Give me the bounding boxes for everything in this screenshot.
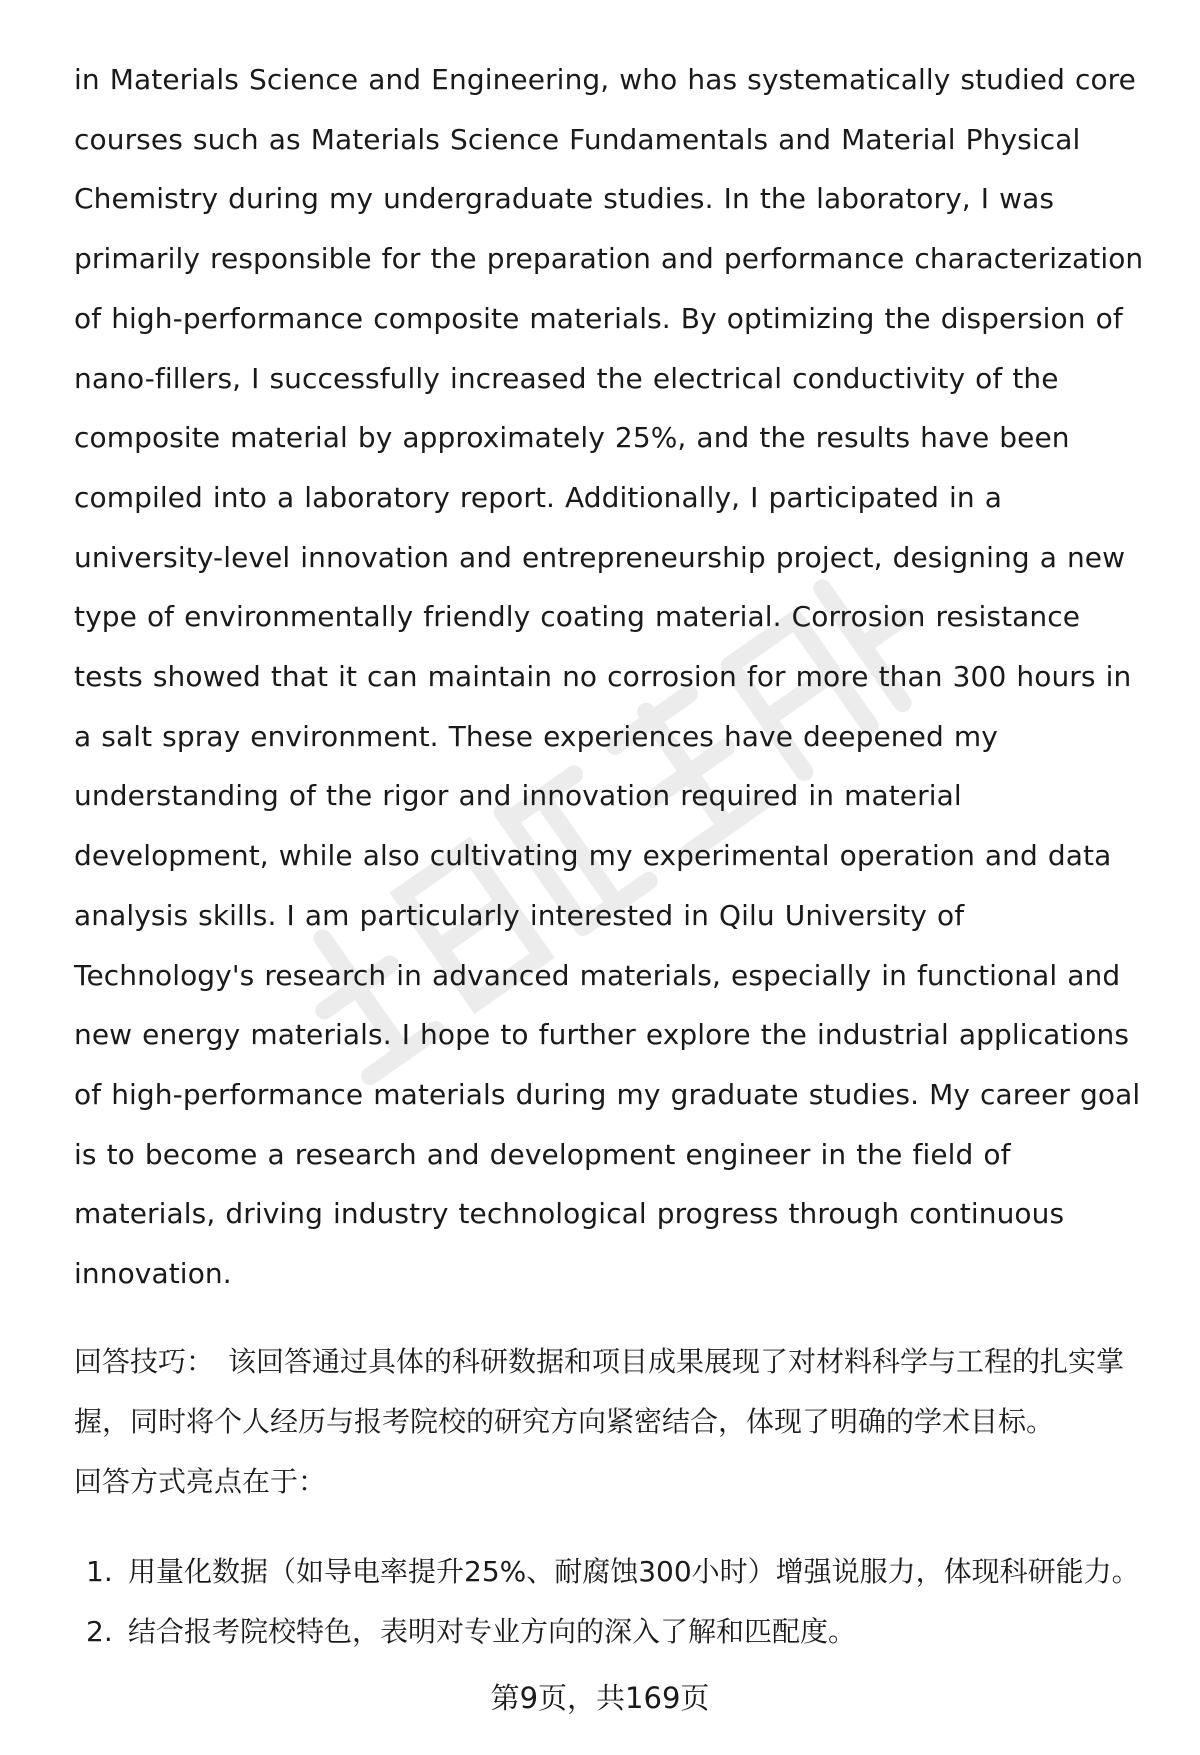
- answer-tips: [74, 1332, 1154, 1452]
- tips-text: 该回答通过具体的科研数据和项目成果展现了对材料科学与工程的扎实掌握，同时将个人经历与报考院校的研究方向紧密结合，体现了明确的学术目标。: [74, 1344, 1125, 1438]
- page-footer: [0, 1676, 1200, 1720]
- document-page: [74, 50, 1154, 1662]
- list-item-text: 结合报考院校特色，表明对专业方向的深入了解和匹配度。: [128, 1614, 857, 1648]
- list-item-text: 用量化数据（如导电率提升25%、耐腐蚀300小时）增强说服力，体现科研能力。: [128, 1554, 1140, 1588]
- list-item: [74, 1542, 1154, 1602]
- answer-paragraph: in Materials Science and Engineering, who has systematically studied core courses such as Materials Science Fundamentals and Material Physical Chemistry during my undergraduate studies. In the laboratory, I was primarily responsible for the preparation and performance characterization of high-performance composite materials. By optimizing the dispersion of nano-fillers, I successfully increased the electrical conductivity of the composite material by approximately 25%, and the results have been compiled into a laboratory report. Additionally, I participated in a university-level innovation and entrepreneurship project, designing a new type of environmentally friendly coating material. Corrosion resistance tests showed that it can maintain no corrosion for more than 300 hours in a salt spray environment. These experiences have deepened my understanding of the rigor and innovation required in material development, while also cultivating my experimental operation and data analysis skills. I am particularly interested in Qilu University of Technology's research in advanced materials, especially in functional and new energy materials. I hope to further explore the industrial applications of high-performance materials during my graduate studies. My career goal is to become a research and development engineer in the field of materials, driving industry technological progress through continuous innovation.: [74, 63, 1144, 1291]
- tips-label: 回答技巧：: [74, 1344, 215, 1378]
- page-number: 第9页，共169页: [490, 1681, 710, 1715]
- highlights-intro: 回答方式亮点在于：: [74, 1464, 327, 1498]
- list-item-number: 2.: [86, 1614, 113, 1648]
- list-item-number: 1.: [86, 1554, 113, 1588]
- highlights-list: [74, 1542, 1154, 1662]
- list-item: [74, 1602, 1154, 1662]
